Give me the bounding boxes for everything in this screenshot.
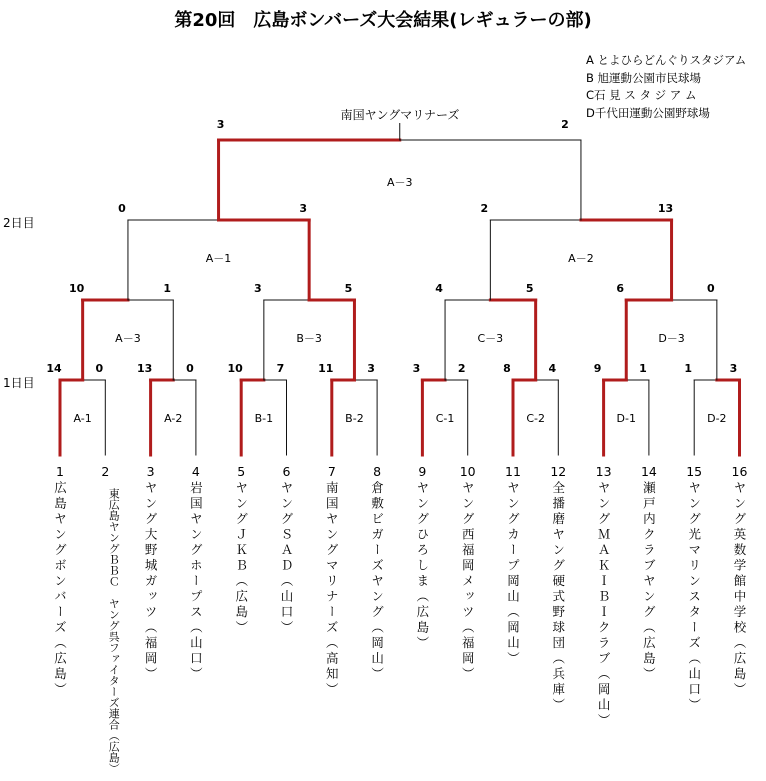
r1-match-4-score-left: 3 bbox=[412, 362, 421, 375]
r1-match-3-code: B-2 bbox=[345, 412, 364, 425]
team-number: 5 bbox=[237, 464, 246, 479]
final-code: A－3 bbox=[386, 176, 413, 189]
team-name: ヤング英数学館中学校（広島） bbox=[732, 481, 747, 698]
team-entry bbox=[587, 462, 621, 729]
team-name: ヤングＭＡＫＩＢＩクラブ（岡山） bbox=[596, 481, 612, 729]
r1-match-0-score-left: 14 bbox=[46, 362, 62, 375]
r1-match-6-score-right: 1 bbox=[639, 362, 647, 375]
team-number: 11 bbox=[505, 464, 521, 479]
team-entry bbox=[632, 462, 666, 683]
team-entry bbox=[134, 462, 168, 683]
r2-match-0-score-left: 10 bbox=[68, 282, 85, 295]
page-title: 第20回 広島ボンバーズ大会結果(レギュラーの部) bbox=[174, 10, 592, 31]
team-entry bbox=[88, 462, 122, 781]
r1-match-4-code: C-1 bbox=[435, 412, 455, 425]
r2-match-3-code: D－3 bbox=[658, 332, 685, 345]
r1-match-7-score-left: 1 bbox=[684, 362, 693, 375]
team-name: 倉敷ビガーズヤング（岡山） bbox=[369, 481, 385, 683]
team-entry bbox=[43, 462, 77, 698]
r2-match-0-code: A－3 bbox=[115, 332, 141, 345]
team-name: ヤングカープ岡山（岡山） bbox=[505, 481, 521, 667]
r2-match-1-score-left: 3 bbox=[254, 282, 262, 295]
team-entry bbox=[677, 462, 711, 714]
r2-match-1-code: B－3 bbox=[296, 332, 322, 345]
r2-match-2-code: C－3 bbox=[477, 332, 504, 345]
team-number: 3 bbox=[146, 464, 155, 479]
r3-match-1-score-left: 2 bbox=[480, 202, 489, 215]
team-name: ヤングひろしま（広島） bbox=[414, 481, 430, 652]
team-entry bbox=[224, 462, 258, 636]
r3-match-0-code: A－1 bbox=[205, 252, 232, 265]
r1-match-2-score-right: 7 bbox=[276, 362, 285, 375]
r1-match-1-code: A-2 bbox=[164, 412, 183, 425]
team-name: 広島ヤングボンバーズ（広島） bbox=[52, 481, 68, 698]
team-number: 9 bbox=[418, 464, 427, 479]
day2-label: 2日目 bbox=[3, 216, 35, 230]
r1-match-4-score-right: 2 bbox=[457, 362, 466, 375]
team-number: 4 bbox=[191, 464, 200, 479]
team-entry bbox=[451, 462, 485, 683]
team-name: ヤングＪＫＢ（広島） bbox=[233, 481, 249, 636]
r1-match-5-code: C-2 bbox=[526, 412, 545, 425]
r2-match-2-score-right: 5 bbox=[525, 282, 534, 295]
team-name: ヤングＳＡＤ（山口） bbox=[279, 481, 294, 636]
team-name: 南国ヤングマリナーズ（高知） bbox=[324, 481, 340, 698]
r1-match-7-score-right: 3 bbox=[729, 362, 738, 375]
team-number: 16 bbox=[731, 464, 748, 479]
team-entry bbox=[179, 462, 213, 683]
team-number: 12 bbox=[550, 464, 567, 479]
r1-match-1-score-right: 0 bbox=[186, 362, 194, 375]
team-number: 14 bbox=[640, 464, 657, 479]
team-number: 6 bbox=[282, 464, 291, 479]
team-entry bbox=[315, 462, 349, 698]
team-number: 10 bbox=[459, 464, 476, 479]
final-score-left: 3 bbox=[216, 118, 225, 131]
legend-venue-b: B 旭運動公園市民球場 bbox=[586, 70, 702, 85]
r1-match-3-score-right: 3 bbox=[367, 362, 375, 375]
team-entry bbox=[723, 462, 757, 698]
r1-match-6-code: D-1 bbox=[616, 412, 636, 425]
final-score-right: 2 bbox=[561, 118, 569, 131]
team-name: 全播磨ヤング硬式野球団（兵庫） bbox=[550, 481, 566, 714]
team-entry bbox=[496, 462, 530, 667]
team-number: 15 bbox=[686, 464, 703, 479]
team-number: 1 bbox=[56, 464, 64, 479]
r3-match-0-score-left: 0 bbox=[118, 202, 126, 215]
team-name: ヤング光マリンスターズ（山口） bbox=[686, 481, 702, 714]
r1-match-3-score-left: 11 bbox=[318, 362, 334, 375]
team-number: 13 bbox=[595, 464, 612, 479]
r2-match-0-score-right: 1 bbox=[163, 282, 172, 295]
team-name: 岩国ヤングホープス（山口） bbox=[188, 481, 204, 683]
r1-match-2-score-left: 10 bbox=[227, 362, 243, 375]
r1-match-5-score-right: 4 bbox=[548, 362, 557, 375]
r3-match-1-score-right: 13 bbox=[657, 202, 674, 215]
r1-match-0-score-right: 0 bbox=[95, 362, 104, 375]
r2-match-3-score-left: 6 bbox=[616, 282, 625, 295]
team-name: 東広島ヤングＢＢＣ ヤング呉ファイターズ連合（広島） bbox=[107, 488, 121, 774]
champion-name: 南国ヤングマリナーズ bbox=[300, 106, 500, 123]
r1-match-7-code: D-2 bbox=[707, 412, 727, 425]
team-entry bbox=[405, 462, 439, 652]
r3-match-0-score-right: 3 bbox=[299, 202, 307, 215]
team-entry bbox=[270, 462, 304, 636]
r2-match-3-score-right: 0 bbox=[707, 282, 715, 295]
team-entry bbox=[360, 462, 394, 683]
r3-match-1-code: A－2 bbox=[568, 252, 594, 265]
legend-venue-c: C石 見 ス タ ジ ア ム bbox=[586, 88, 697, 102]
r1-match-0-code: A-1 bbox=[73, 412, 92, 425]
r2-match-2-score-left: 4 bbox=[435, 282, 443, 295]
r1-match-1-score-left: 13 bbox=[136, 362, 153, 375]
team-number: 8 bbox=[373, 464, 382, 479]
legend-venue-d: D千代田運動公園野球場 bbox=[586, 105, 710, 120]
r1-match-6-score-left: 9 bbox=[593, 362, 602, 375]
team-name: ヤング西福岡メッツ（福岡） bbox=[460, 481, 476, 683]
team-name: ヤング大野城ガッツ（福岡） bbox=[143, 481, 159, 683]
team-name: 瀬戸内クラブヤング（広島） bbox=[641, 481, 657, 683]
team-entry bbox=[541, 462, 575, 714]
day1-label: 1日目 bbox=[3, 376, 35, 390]
team-number: 2 bbox=[101, 464, 110, 479]
team-number: 7 bbox=[327, 464, 336, 479]
legend-venue-a: A とよひらどんぐりスタジアム bbox=[586, 53, 747, 67]
r2-match-1-score-right: 5 bbox=[344, 282, 353, 295]
r1-match-5-score-left: 8 bbox=[503, 362, 511, 375]
r1-match-2-code: B-1 bbox=[254, 412, 274, 425]
